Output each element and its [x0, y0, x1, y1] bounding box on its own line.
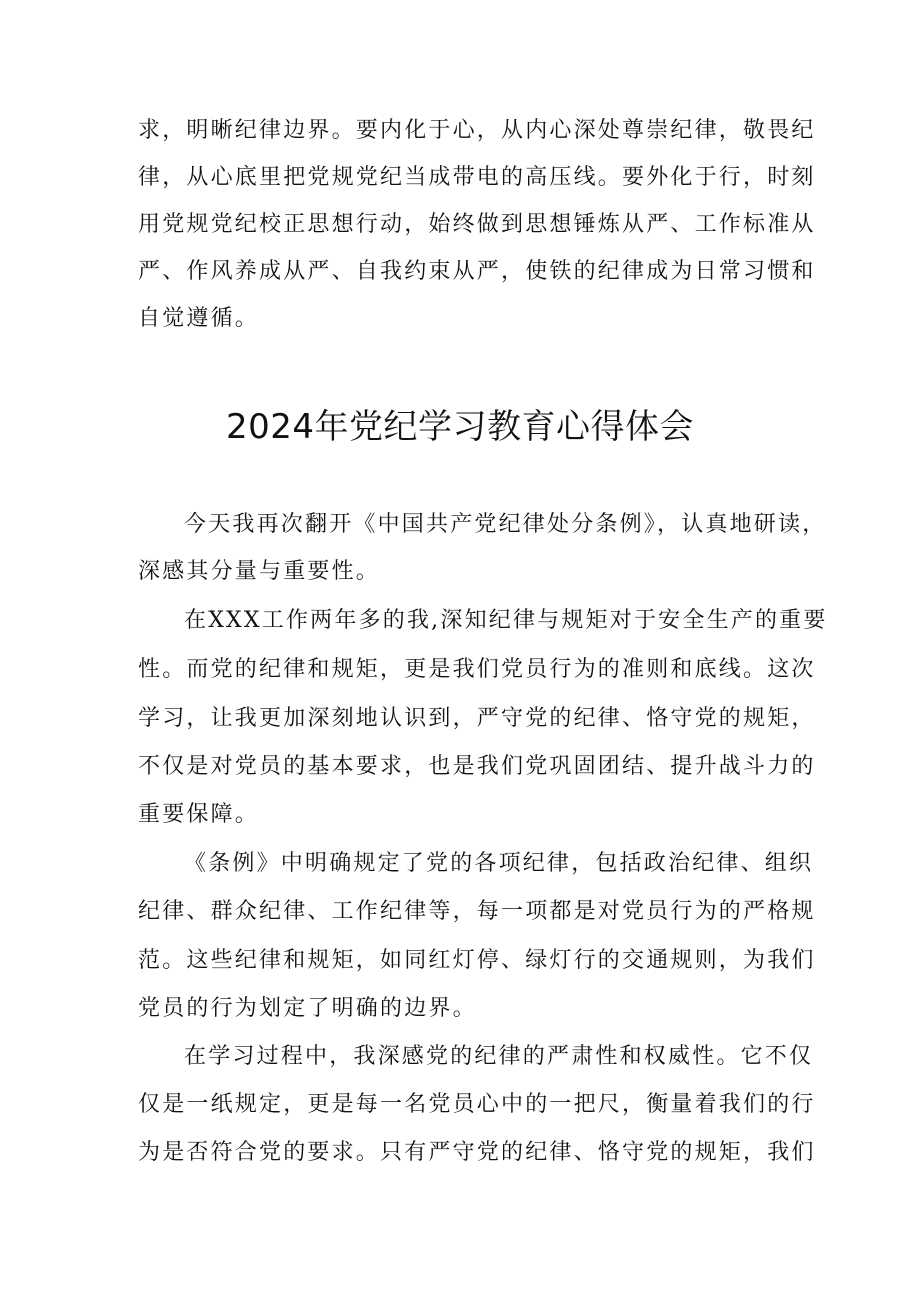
- text-line: 在学习过程中，我深感党的纪律的严肃性和权威性。它不仅: [184, 1044, 814, 1069]
- text-line: 用党规党纪校正思想行动，始终做到思想锤炼从严、工作标准从: [138, 212, 816, 237]
- text-line: 重要保障。: [138, 802, 260, 827]
- text-line: 性。而党的纪律和规矩，更是我们党员行为的准则和底线。这次: [138, 657, 816, 682]
- text-line: 党员的行为划定了明确的边界。: [138, 996, 477, 1021]
- text-line: 范。这些纪律和规矩，如同红灯停、绿灯行的交通规则，为我们: [138, 948, 816, 973]
- text-line: 自觉遵循。: [138, 306, 260, 331]
- document-title: 2024年党纪学习教育心得体会: [225, 407, 695, 447]
- text-line: 律，从心底里把党规党纪当成带电的高压线。要外化于行，时刻: [138, 165, 816, 190]
- text-line: 不仅是对党员的基本要求，也是我们党巩固团结、提升战斗力的: [138, 754, 816, 779]
- text-line: 今天我再次翻开《中国共产党纪律处分条例》，认真地研读，: [184, 512, 827, 537]
- text-line: 严、作风养成从严、自我约束从严，使铁的纪律成为日常习惯和: [138, 259, 816, 284]
- text-line: 为是否符合党的要求。只有严守党的纪律、恪守党的规矩，我们: [138, 1140, 816, 1165]
- text-line: 求，明晰纪律边界。要内化于心，从内心深处尊崇纪律，敬畏纪: [138, 118, 816, 143]
- text-line: 在XXX工作两年多的我,深知纪律与规矩对于安全生产的重要: [184, 608, 828, 633]
- text-line: 《条例》中明确规定了党的各项纪律，包括政治纪律、组织: [184, 851, 814, 876]
- text-line: 纪律、群众纪律、工作纪律等，每一项都是对党员行为的严格规: [138, 899, 816, 924]
- text-line: 仅是一纸规定，更是每一名党员心中的一把尺，衡量着我们的行: [138, 1092, 816, 1117]
- text-line: 学习，让我更加深刻地认识到，严守党的纪律、恪守党的规矩，: [138, 706, 816, 731]
- text-line: 深感其分量与重要性。: [138, 559, 381, 584]
